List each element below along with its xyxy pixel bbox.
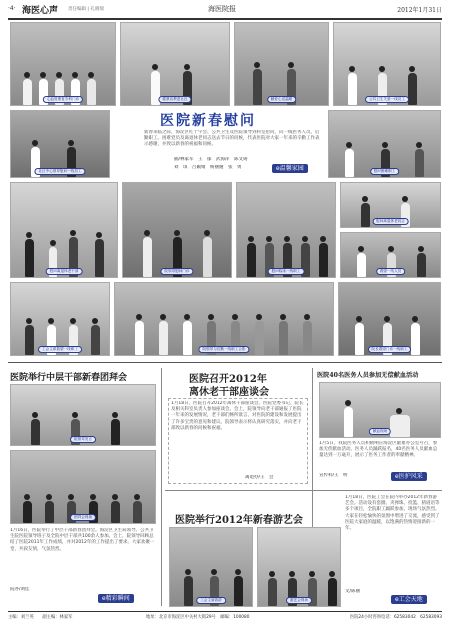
masthead: 海医心声 [22, 6, 59, 16]
article1-photo-2 [10, 450, 156, 524]
feature-byline-2: 刘 琪 吕颖婧 杨丽娅 张 勇 [174, 165, 242, 170]
page-header [8, 3, 442, 18]
article4-caption-1: 工会主席致辞 [196, 597, 226, 604]
caption-mid-5: 看望一线人员 [376, 268, 406, 275]
issue-date: 2012年1月31日 [397, 7, 442, 14]
footer-rule [8, 611, 442, 612]
article3-caption: 献血现场 [369, 428, 391, 435]
page-footer [8, 613, 442, 623]
feature-badge: e温馨家园 [272, 164, 308, 173]
photo-bottom-2 [114, 282, 334, 356]
article4-body: 1月18日，医院工会在院内举办2012年新春游艺会。活动设有套圈、夹弹珠、投篮、猜谜语等多个项目，全院职工踊跃参加，现场气氛热烈。大家在轻松愉快的氛围中增进了交流，感受到了医院大家庭的温暖，以饱满的热情迎接新的一年。 [345, 495, 440, 532]
photo-top-3 [234, 22, 329, 106]
article1-photo-1 [10, 384, 156, 446]
caption-mid-1: 慰问离退休老干部 [46, 268, 83, 275]
article-blood-donation [315, 368, 442, 486]
article3-body: 1月5日，我院医务人员积极响应海淀区献血办公室号召，参加无偿献血活动。医务人员踊跃报名，40名医务人员献血总量达到一万毫升，展示了医务工作者的奉献精神。 [319, 441, 438, 459]
photo-mid-4 [340, 182, 441, 228]
footer-address: 地址：北京市海淀区中关村大街29号 邮编：100080 [146, 615, 250, 620]
feature-body: 新春来临之际，海淀区红十字会、公共卫生及医院领导到科室慰问，向一线医务人员、后勤职工、困难党员及离退休老同志送去节日的问候，代表医院对大家一年来的辛勤工作表示感谢，并致以新春的祝福和问候。 [144, 130, 320, 148]
article2-byline: 离退办/王 会 [245, 475, 274, 480]
feature-block [114, 110, 324, 178]
caption-bottom-2: 院领导与后勤一线职工合影 [198, 346, 249, 353]
header-rule [8, 18, 442, 20]
footer-editors: 主编：刘兰英 副主编：林家军 [8, 615, 73, 620]
article1-body: 1月16日，医院举行了中层干部新春团拜会。海淀区卫生局领导、公共卫生院医院领导班子及全院中层干部共100余人参加。会上，院领导回顾总结了医院2011年工作成绩，并对2012年的工作提出了要求。大家欢聚一堂，共叙友情，气氛热烈。 [10, 528, 155, 552]
article2-title-line-2: 离休老干部座谈会 [189, 387, 269, 398]
photo-mid-3 [236, 182, 336, 278]
article2-body: 1月18日，医院召开2012年离休干部座谈会。医院党委书记、院长及相关科室负责人参加座谈会。会上，院领导向老干部通报了医院一年来的发展情况，老干部们畅所欲言，对医院的建设和发展提出了许多宝贵的意见和建议。院领导表示将认真研究落实，并向老干部致以新春的问候和祝福。 [171, 401, 304, 431]
caption-feature-left: 社区中心领导慰问一线员工 [34, 168, 85, 175]
photo-feature-right [328, 110, 441, 178]
article4-badge: e工会天地 [391, 595, 427, 604]
article-new-year-gala [165, 493, 442, 608]
article3-badge: e医护风采 [391, 472, 427, 481]
caption-top-4: 公共卫生关爱一线员工 [365, 96, 409, 103]
article1-title: 医院举行中层干部新春团拜会 [10, 373, 128, 383]
photo-mid-2 [122, 182, 232, 278]
paper-name: 海医院报 [208, 5, 236, 13]
caption-top-1: 心血管康复专科门诊 [43, 96, 83, 103]
article1-byline: 院办/刘佳 [10, 587, 30, 592]
photo-top-4 [333, 22, 441, 106]
caption-bottom-3: 院长看望门诊一线职工 [368, 346, 412, 353]
article1-badge: e精彩瞬间 [98, 594, 134, 603]
caption-mid-3: 慰问临床一线职工 [268, 268, 305, 275]
caption-bottom-1: 工会主席看望一线职工 [38, 346, 82, 353]
photo-mid-5 [340, 232, 441, 278]
right-section-rule [165, 490, 442, 491]
article4-photo-1 [169, 527, 253, 607]
photo-mid-1 [10, 182, 118, 278]
page-number: ·4· [8, 5, 16, 12]
article4-caption-2: 游艺会现场 [286, 597, 312, 604]
feature-byline-1: 插/林家军 王 郁 武海萍 陈文铸 [174, 157, 248, 162]
article2-title-line-1: 医院召开2012年 [189, 374, 267, 385]
footer-hotline: 医院24小时咨询电话：62583042 62583093 [349, 615, 442, 620]
column-divider-1 [161, 368, 162, 606]
article3-title: 医院40名医务人员参加无偿献血活动 [317, 372, 419, 379]
photo-feature-left [10, 110, 110, 178]
caption-mid-4: 慰问离退休老同志 [372, 218, 409, 225]
article4-photo-2 [257, 527, 341, 607]
photo-top-2 [120, 22, 230, 106]
photo-top-1 [10, 22, 116, 106]
section-rule [8, 362, 442, 363]
article3-photo [319, 382, 441, 438]
article-new-year-reception [8, 368, 158, 608]
article1-caption-1: 院领导发言 [70, 436, 96, 443]
caption-top-2: 健康宣教进社区 [158, 96, 191, 103]
photo-bottom-1 [10, 282, 110, 356]
article4-byline: 文/陈丽 [345, 589, 361, 594]
article4-title: 医院举行2012年新春游艺会 [175, 515, 303, 526]
caption-mid-2: 院领导慰问门诊 [160, 268, 193, 275]
caption-top-3: 献爱心送温暖 [267, 96, 297, 103]
article3-byline: 宣传科/王 明 [319, 473, 348, 478]
article1-caption-2: 团拜会现场 [70, 514, 96, 521]
editor-line: 责任编辑 | 孔晓瑞 [68, 7, 104, 12]
caption-feature-right: 慰问困难职工 [370, 168, 400, 175]
article-retiree-forum [165, 368, 310, 486]
feature-title: 医院新春慰问 [160, 113, 256, 129]
photo-bottom-3 [338, 282, 441, 356]
